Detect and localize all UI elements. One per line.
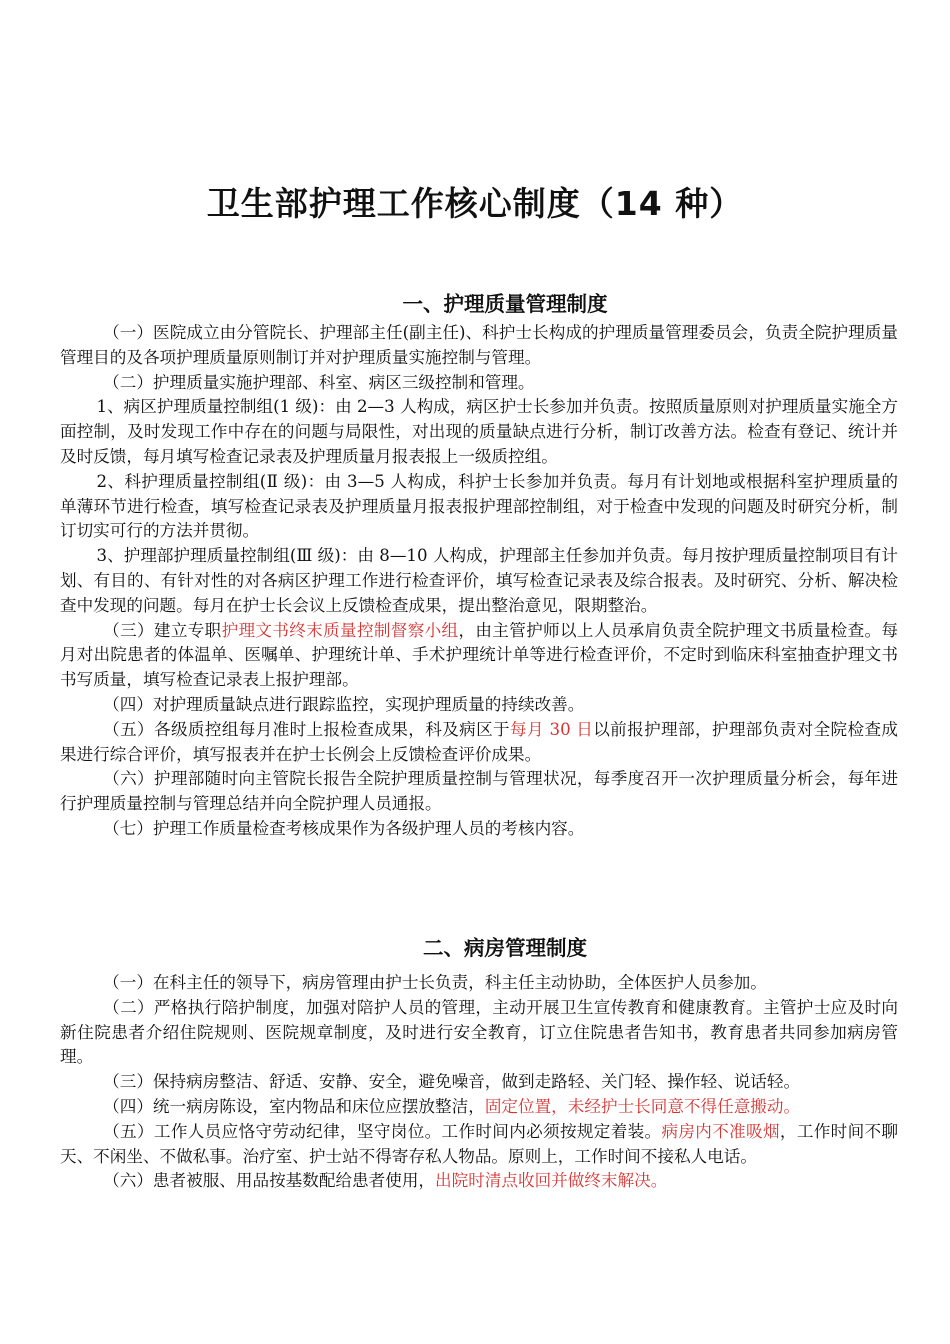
paragraph: （一）在科主任的领导下，病房管理由护士长负责，科主任主动协助，全体医护人员参加。 (103, 973, 767, 992)
paragraph (60, 1169, 898, 1194)
text-span: （五）各级质控组每月准时上报检查成果，科及病区于 (103, 719, 510, 739)
highlighted-text: 出院时清点收回并做终末解决。 (435, 1171, 668, 1191)
paragraph: （三）保持病房整洁、舒适、安静、安全，避免噪音，做到走路轻、关门轻、操作轻、说话轻。 (103, 1072, 801, 1092)
text-span: 以前报护理部，护理部负责对全院检查成果进行综合评价，填写报表并在护士长例会上反馈检查评价成果。 (60, 719, 899, 764)
text-span: ，由主管护师以上人员承肩负责全院护理文书质量检查。每月对出院患者的体温单、医嘱单、护理统计单、手术护理统计单等进行检查评价，不定时到临床科室抽查护理文书书写质量，填写检查记录表上报护理部。 (60, 620, 899, 690)
text-span: （五）工作人员应恪守劳动纪律，坚守岗位。工作时间内必须按规定着装。 (103, 1121, 662, 1141)
section-title-nursing-quality: 一、护理质量管理制度 (402, 292, 608, 316)
paragraph: 2、科护理质量控制组(Ⅱ 级)：由 3—5 人构成，科护士长参加并负责。每月有计划地或根据科室护理质量的单薄环节进行检查，填写检查记录表及护理质量月报表报护理部控制组，对于检查中发现的问题及时研究分析，制订切实可行的方法并贯彻。 (60, 471, 898, 541)
paragraph: （四）对护理质量缺点进行跟踪监控，实现护理质量的持续改善。 (103, 694, 585, 714)
paragraph: （六）护理部随时向主管院长报告全院护理质量控制与管理状况，每季度召开一次护理质量分析会，每年进行护理质量控制与管理总结并向全院护理人员通报。 (60, 769, 898, 814)
text-span: （四）统一病房陈设，室内物品和床位应摆放整洁， (103, 1096, 485, 1116)
section-title-ward-management: 二、病房管理制度 (423, 936, 587, 960)
highlighted-text: 病房内不准吸烟 (661, 1121, 780, 1141)
paragraph: 1、病区护理质量控制组(1 级)：由 2—3 人构成，病区护士长参加并负责。按照质量原则对护理质量实施全方面控制，及时发现工作中存在的问题与局限性，对出现的质量缺点进行分析，制订改善方法。检查有登记、统计并及时反馈，每月填写检查记录表及护理质量月报表报上一级质控组。 (60, 397, 898, 466)
paragraph: （一）医院成立由分管院长、护理部主任(副主任)、科护士长构成的护理质量管理委员会，负责全院护理质量管理目的及各项护理质量原则制订并对护理质量实施控制与管理。 (60, 323, 898, 367)
text-span: （三）建立专职 (103, 620, 222, 640)
section-body-nursing-quality (60, 321, 898, 842)
highlighted-text: 固定位置，未经护士长同意不得任意搬动。 (484, 1096, 801, 1116)
paragraph (60, 1120, 898, 1170)
paragraph: 3、护理部护理质量控制组(Ⅲ 级)：由 8—10 人构成，护理部主任参加并负责。每月按护理质量控制项目有计划、有目的、有针对性的对各病区护理工作进行检查评价，填写检查记录表及综合报表。及时研究、分析、解决检查中发现的问题。每月在护士长会议上反馈检查成果，提出整治意见，限期整治。 (60, 546, 898, 615)
paragraph: （二）严格执行陪护制度，加强对陪护人员的管理，主动开展卫生宣传教育和健康教育。主管护士应及时向新住院患者介绍住院规则、医院规章制度，及时进行安全教育，订立住院患者告知书，教育患者共同参加病房管理。 (60, 997, 898, 1067)
paragraph: （七）护理工作质量检查考核成果作为各级护理人员的考核内容。 (103, 818, 585, 838)
paragraph (60, 619, 898, 693)
paragraph (60, 1095, 898, 1120)
document-title: 卫生部护理工作核心制度（14 种） (206, 184, 744, 223)
text-span: ，工作时间不聊天、不闲坐、不做私事。治疗室、护士站不得寄存私人物品。原则上，工作时间不接私人电话。 (60, 1121, 899, 1166)
section-body-ward-management (60, 971, 898, 1194)
text-span: （六）患者被服、用品按基数配给患者使用， (103, 1171, 436, 1191)
highlighted-text: 护理文书终末质量控制督察小组 (221, 620, 459, 640)
paragraph: （二）护理质量实施护理部、科室、病区三级控制和管理。 (103, 372, 535, 392)
paragraph (60, 718, 898, 768)
highlighted-text: 每月 30 日 (510, 719, 594, 739)
